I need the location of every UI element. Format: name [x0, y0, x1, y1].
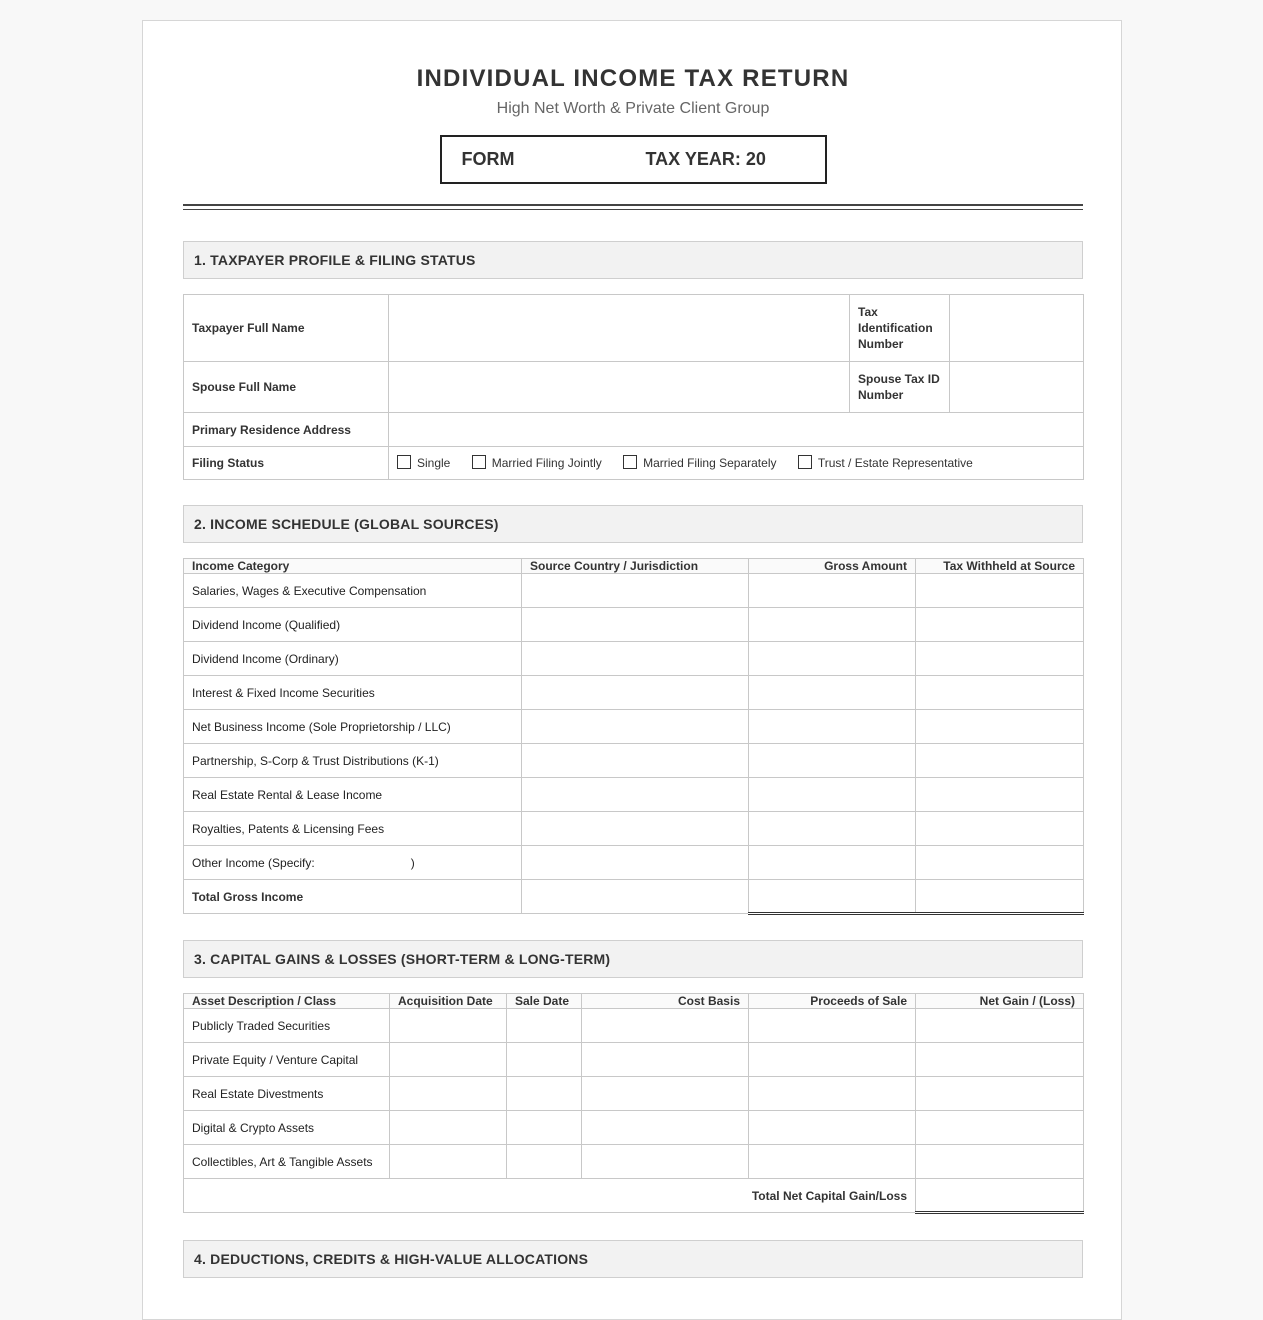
income-category-cell: Salaries, Wages & Executive Compensation [184, 574, 522, 608]
total-gross-amount-cell[interactable] [749, 880, 916, 914]
sale-date-cell[interactable] [507, 1145, 582, 1179]
col-cost-basis: Cost Basis [582, 994, 749, 1009]
income-category-cell: Royalties, Patents & Licensing Fees [184, 812, 522, 846]
acquisition-date-cell[interactable] [390, 1111, 507, 1145]
tax-withheld-cell[interactable] [916, 574, 1084, 608]
filing-option-married-jointly[interactable]: Married Filing Jointly [472, 456, 602, 471]
total-source-cell [522, 880, 749, 914]
form-subtitle: High Net Worth & Private Client Group [496, 100, 770, 117]
filing-status-options [389, 447, 1084, 480]
table-row [184, 710, 1084, 744]
col-tax-withheld: Tax Withheld at Source [916, 559, 1084, 574]
income-category-cell: Interest & Fixed Income Securities [184, 676, 522, 710]
gross-amount-cell[interactable] [749, 676, 916, 710]
filing-option-single[interactable]: Single [397, 456, 450, 471]
taxpayer-profile-table [183, 294, 1084, 480]
table-row-total [184, 880, 1084, 914]
asset-class-cell: Publicly Traded Securities [184, 1009, 390, 1043]
gross-amount-cell[interactable] [749, 642, 916, 676]
cost-basis-cell[interactable] [582, 1009, 749, 1043]
tax-withheld-cell[interactable] [916, 608, 1084, 642]
cost-basis-cell[interactable] [582, 1111, 749, 1145]
table-row [184, 1145, 1084, 1179]
cost-basis-cell[interactable] [582, 1043, 749, 1077]
sale-date-cell[interactable] [507, 1043, 582, 1077]
source-country-cell[interactable] [522, 710, 749, 744]
address-label: Primary Residence Address [184, 413, 389, 447]
taxpayer-name-field[interactable] [389, 295, 850, 362]
source-country-cell[interactable] [522, 608, 749, 642]
tax-withheld-cell[interactable] [916, 778, 1084, 812]
checkbox-icon[interactable] [397, 455, 411, 469]
source-country-cell[interactable] [522, 812, 749, 846]
net-gain-cell[interactable] [916, 1077, 1084, 1111]
total-tax-withheld-cell[interactable] [916, 880, 1084, 914]
net-gain-cell[interactable] [916, 1043, 1084, 1077]
asset-class-cell: Real Estate Divestments [184, 1077, 390, 1111]
table-row [184, 778, 1084, 812]
capital-gains-table [183, 993, 1084, 1214]
checkbox-icon[interactable] [472, 455, 486, 469]
cost-basis-cell[interactable] [582, 1145, 749, 1179]
tax-withheld-cell[interactable] [916, 676, 1084, 710]
table-row-total [184, 1179, 1084, 1213]
section-3-header: 3. CAPITAL GAINS & LOSSES (SHORT-TERM & LONG-TERM) [183, 940, 1083, 978]
income-category-cell: Partnership, S-Corp & Trust Distributions (K-1) [184, 744, 522, 778]
spouse-tin-field[interactable] [950, 362, 1084, 413]
income-category-cell: Dividend Income (Ordinary) [184, 642, 522, 676]
form-title: INDIVIDUAL INCOME TAX RETURN [416, 65, 850, 92]
gross-amount-cell[interactable] [749, 608, 916, 642]
col-sale-date: Sale Date [507, 994, 582, 1009]
address-field[interactable] [389, 413, 1084, 447]
form-page [142, 20, 1122, 1320]
spouse-name-label: Spouse Full Name [184, 362, 389, 413]
header-divider [183, 204, 1083, 210]
source-country-cell[interactable] [522, 778, 749, 812]
tax-withheld-cell[interactable] [916, 846, 1084, 880]
gross-amount-cell[interactable] [749, 778, 916, 812]
acquisition-date-cell[interactable] [390, 1043, 507, 1077]
col-income-category: Income Category [184, 559, 522, 574]
source-country-cell[interactable] [522, 574, 749, 608]
col-net-gain: Net Gain / (Loss) [916, 994, 1084, 1009]
filing-option-married-separately[interactable]: Married Filing Separately [623, 456, 776, 471]
form-id-box [440, 135, 827, 184]
proceeds-cell[interactable] [749, 1077, 916, 1111]
gross-amount-cell[interactable] [749, 574, 916, 608]
table-row [184, 744, 1084, 778]
income-category-cell: Net Business Income (Sole Proprietorship / LLC) [184, 710, 522, 744]
other-income-cell: Other Income (Specify: ) [184, 846, 522, 880]
tax-withheld-cell[interactable] [916, 744, 1084, 778]
tax-withheld-cell[interactable] [916, 642, 1084, 676]
asset-class-cell: Digital & Crypto Assets [184, 1111, 390, 1145]
acquisition-date-cell[interactable] [390, 1077, 507, 1111]
section-4-header: 4. DEDUCTIONS, CREDITS & HIGH-VALUE ALLOCATIONS [183, 1240, 1083, 1278]
filing-option-trust-estate[interactable]: Trust / Estate Representative [798, 456, 973, 471]
sale-date-cell[interactable] [507, 1111, 582, 1145]
form-content [183, 21, 1083, 1278]
checkbox-icon[interactable] [623, 455, 637, 469]
tax-withheld-cell[interactable] [916, 710, 1084, 744]
tax-withheld-cell[interactable] [916, 812, 1084, 846]
table-row [184, 1077, 1084, 1111]
table-row [184, 812, 1084, 846]
gross-amount-cell[interactable] [749, 812, 916, 846]
sale-date-cell[interactable] [507, 1009, 582, 1043]
col-asset-description: Asset Description / Class [184, 994, 390, 1009]
net-gain-cell[interactable] [916, 1111, 1084, 1145]
col-proceeds: Proceeds of Sale [749, 994, 916, 1009]
total-net-capital-gain-label: Total Net Capital Gain/Loss [184, 1179, 916, 1213]
income-schedule-table [183, 558, 1084, 915]
source-country-cell[interactable] [522, 676, 749, 710]
tax-year-label: TAX YEAR: 20 [645, 149, 766, 169]
asset-class-cell: Collectibles, Art & Tangible Assets [184, 1145, 390, 1179]
table-row [184, 1111, 1084, 1145]
total-gross-income-label: Total Gross Income [184, 880, 522, 914]
proceeds-cell[interactable] [749, 1009, 916, 1043]
checkbox-icon[interactable] [798, 455, 812, 469]
proceeds-cell[interactable] [749, 1111, 916, 1145]
sale-date-cell[interactable] [507, 1077, 582, 1111]
income-category-cell: Real Estate Rental & Lease Income [184, 778, 522, 812]
col-acquisition-date: Acquisition Date [390, 994, 507, 1009]
gross-amount-cell[interactable] [749, 710, 916, 744]
source-country-cell[interactable] [522, 846, 749, 880]
table-row-other-income [184, 846, 1084, 880]
proceeds-cell[interactable] [749, 1043, 916, 1077]
table-row [184, 608, 1084, 642]
total-net-capital-gain-cell[interactable] [916, 1179, 1084, 1213]
section-1-header: 1. TAXPAYER PROFILE & FILING STATUS [183, 241, 1083, 279]
gross-amount-cell[interactable] [749, 846, 916, 880]
table-row [184, 676, 1084, 710]
asset-class-cell: Private Equity / Venture Capital [184, 1043, 390, 1077]
table-row [184, 1043, 1084, 1077]
col-source-country: Source Country / Jurisdiction [522, 559, 749, 574]
spouse-name-field[interactable] [389, 362, 850, 413]
net-gain-cell[interactable] [916, 1145, 1084, 1179]
table-row [184, 574, 1084, 608]
income-category-cell: Dividend Income (Qualified) [184, 608, 522, 642]
tin-label: Tax Identification Number [850, 295, 950, 362]
col-gross-amount: Gross Amount [749, 559, 916, 574]
spouse-tin-label: Spouse Tax ID Number [850, 362, 950, 413]
cost-basis-cell[interactable] [582, 1077, 749, 1111]
source-country-cell[interactable] [522, 642, 749, 676]
section-2-header: 2. INCOME SCHEDULE (GLOBAL SOURCES) [183, 505, 1083, 543]
source-country-cell[interactable] [522, 744, 749, 778]
acquisition-date-cell[interactable] [390, 1145, 507, 1179]
proceeds-cell[interactable] [749, 1145, 916, 1179]
taxpayer-name-label: Taxpayer Full Name [184, 295, 389, 362]
form-label: FORM [461, 149, 515, 169]
table-row [184, 1009, 1084, 1043]
filing-status-label: Filing Status [184, 447, 389, 480]
gross-amount-cell[interactable] [749, 744, 916, 778]
net-gain-cell[interactable] [916, 1009, 1084, 1043]
acquisition-date-cell[interactable] [390, 1009, 507, 1043]
table-row [184, 642, 1084, 676]
tin-field[interactable] [950, 295, 1084, 362]
